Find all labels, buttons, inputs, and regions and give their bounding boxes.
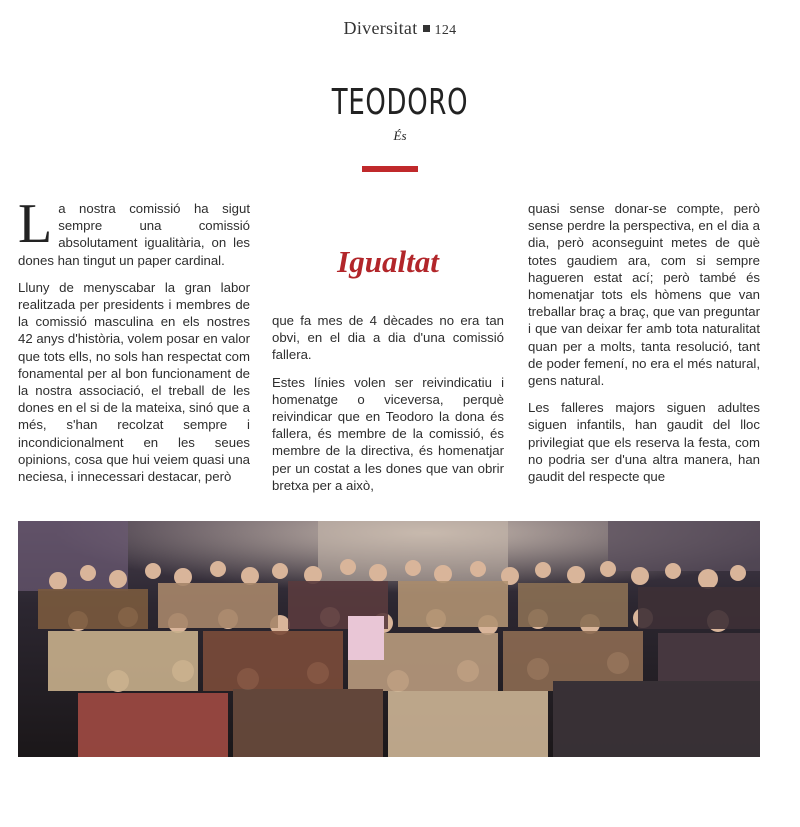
page-header [0,18,800,39]
group-photo-illustration [18,521,760,757]
text-column-3 [528,200,760,495]
paragraph: Estes línies volen ser reivindicatiu i homenatge o viceversa, perquè reivindicar que en Teodoro la dona és fallera, és membre de la comissió, és membre de la directiva, és homenatjar per un costat a les dones que van obrir bretxa per a això, [272,374,504,493]
article-title: TEODORO [331,82,469,123]
paragraph: quasi sense donar-se compte, però sense perdre la perspectiva, en el dia a dia, però aconseguint metes de què totes gaudiem ara, com si sempre hagueren estat ací; però també és homenatjar tots els hòmens que van treballar braç a braç, que van preguntar i que van deixar fer amb tota naturalitat quan per a molts, tanta resolució, tant de poder femení, no era el més natural, gens natural. [528,201,760,389]
square-bullet-icon [423,25,430,32]
section-name: Diversitat [343,18,418,38]
text-column-2 [272,312,504,504]
paragraph: que fa mes de 4 dècades no era tan obvi, en el dia a dia d'una comissió fallera. [272,313,504,363]
paragraph-text: a nostra comissió ha sigut sempre una comissió absolutament igualitària, on les dones han tingut un paper cardinal. [18,201,250,268]
drop-cap: L [18,193,53,255]
paragraph: Lluny de menyscabar la gran labor realitzada per presidents i membres de la comissió masculina en els nostres 42 anys d'història, volem posar en valor que tots ells, no sols han respectat com fonamental per al bon funcionament de la nostra associació, el treball de les dones en el si de la mateixa, sinó que a més, s'han recolzat sempre i incondicionalment en les seues opinions, cosa que hui veiem quasi una neciesa, i innecessari destacar, però [18,279,250,485]
article-subtitle: És [393,128,407,143]
text-column-1 [18,193,250,495]
paragraph [18,193,250,269]
page-number: 124 [434,23,457,38]
pull-quote: Igualtat [337,244,439,279]
title-divider [362,166,418,172]
paragraph: Les falleres majors siguen adultes siguen infantils, han gaudit del lloc privilegiat que els reserva la festa, com no podria ser d'una altra manera, han gaudit del respecte que [528,400,760,485]
group-photo [18,521,760,757]
